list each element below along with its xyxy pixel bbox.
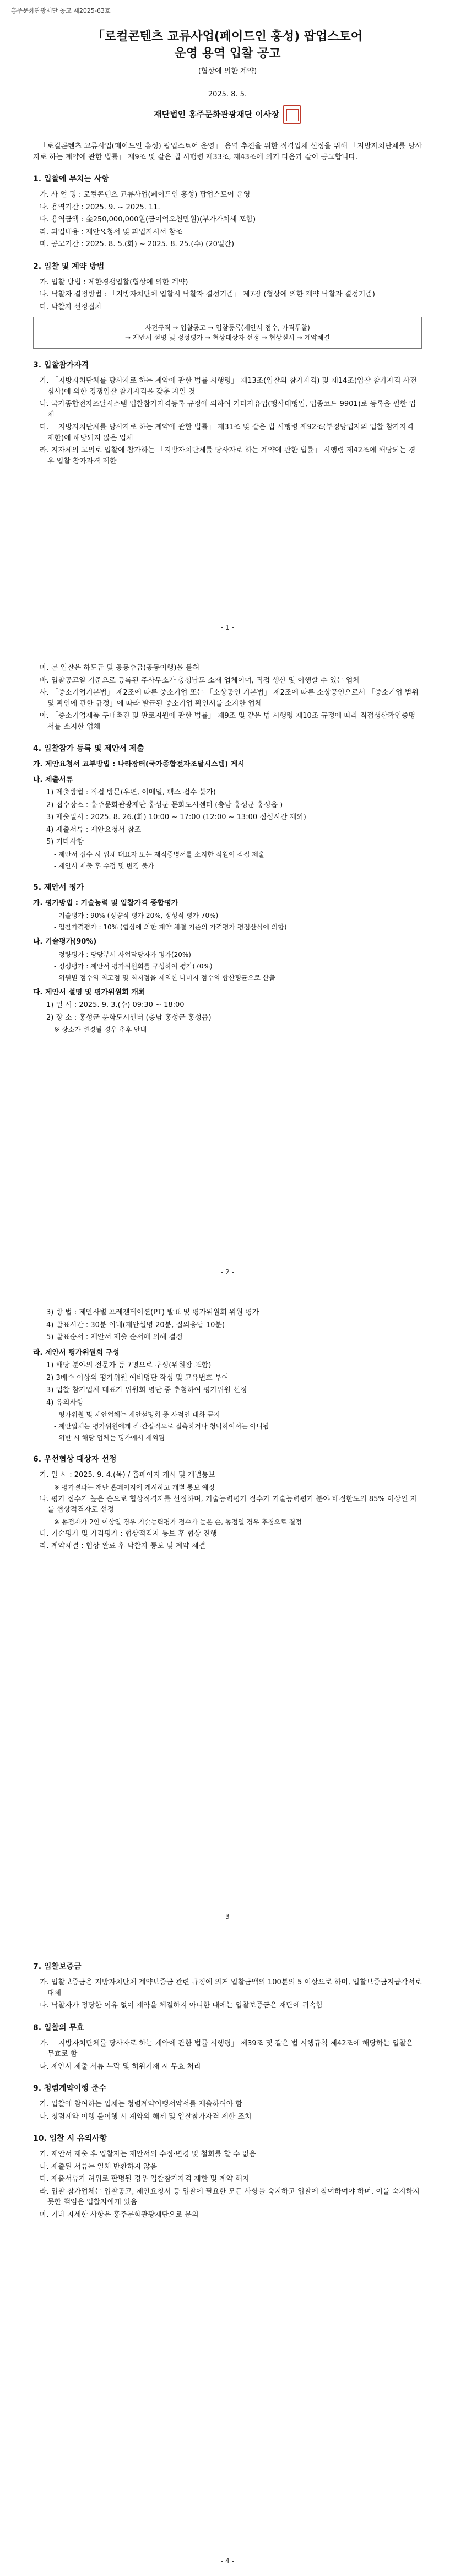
s5b-item: - 위반 시 해당 업체는 평가에서 제외됨 [54, 1434, 165, 1442]
s4-item: 1) 제출방법 : 직접 방문(우편, 이메일, 팩스 접수 불가) [46, 788, 216, 797]
s6-item: 라. 계약체결 : 협상 완료 후 낙찰자 통보 및 계약 체결 [40, 1542, 205, 1550]
s3-item: 가. 「지방자치단체를 당사자로 하는 계약에 관한 법률 시행령」 제13조(입찰의 참가자격) 및 제14조(입찰 참가자격 사전심사)에 의한 경쟁입찰 참가자격을 갖춘 자일 것 [40, 377, 417, 396]
s5b-item: 라. 제안서 평가위원회 구성 [33, 1348, 120, 1357]
page-number: - 4 - [221, 2557, 234, 2565]
selection-flow-box [33, 317, 422, 349]
page-number: - 1 - [221, 624, 234, 631]
s7-item: 나. 낙찰자가 정당한 이유 없이 계약을 체결하지 아니한 때에는 입찰보증금은 재단에 귀속함 [40, 2001, 323, 2010]
document-title [33, 28, 422, 63]
page-4 [0, 1934, 455, 2576]
s6-item: ※ 동점자가 2인 이상일 경우 기술능력평가 점수가 높은 순, 동점일 경우 추첨으로 결정 [54, 1518, 302, 1526]
s5b-item: 4) 유의사항 [46, 1398, 84, 1407]
s1-item: 가. 사 업 명 : 로컬콘텐츠 교류사업(페이드인 홍성) 팝업스토어 운영 [40, 191, 251, 199]
s3-item: 다. 「지방자치단체를 당사자로 하는 계약에 관한 법률」 제31조 및 같은 법 시행령 제92조(부정당업자의 입찰 참가자격 제한)에 해당되지 않은 업체 [40, 423, 414, 442]
s3-item: 마. 본 입찰은 하도급 및 공동수급(공동이행)을 불허 [40, 664, 200, 672]
s5-item: - 입찰가격평가 : 10% (협상에 의한 계약 체결 기준의 가격평가 평점산식에 의함) [54, 923, 287, 931]
s5b-item: 2) 3배수 이상의 평가위원 예비명단 작성 및 고유번호 부여 [46, 1373, 229, 1382]
s5-item: 다. 제안서 설명 및 평가위원회 개최 [33, 988, 145, 997]
s4-sub-a: 가. 제안요청서 교부방법 : 나라장터(국가종합전자조달시스템) 게시 [33, 760, 245, 769]
announcement-number: 홍주문화관광재단 공고 제2025-63호 [11, 7, 111, 14]
section-8-title: 8. 입찰의 무효 [33, 2023, 84, 2032]
s9-item: 가. 입찰에 참여하는 업체는 청렴계약이행서약서를 제출하여야 함 [40, 2100, 242, 2108]
s5b-item: - 제안업체는 평가위원에게 직·간접적으로 접촉하거나 청탁하여서는 아니됨 [54, 1422, 269, 1430]
s10-item: 가. 제안서 제출 후 입찰자는 제안서의 수정·변경 및 철회를 할 수 없음 [40, 2150, 256, 2158]
s1-item: 나. 용역기간 : 2025. 9. ~ 2025. 11. [40, 203, 160, 212]
s2-item: 다. 낙찰자 선정절차 [40, 302, 102, 311]
s5-item: - 위원별 점수의 최고점 및 최저점을 제외한 나머지 점수의 합산평균으로 산출 [54, 973, 275, 982]
s5-item: - 기술평가 : 90% (정량적 평가 20%, 정성적 평가 70%) [54, 912, 219, 919]
s5b-item: 1) 해당 분야의 전문가 등 7명으로 구성(위원장 포함) [46, 1361, 212, 1370]
s6-item: 다. 기술평가 및 가격평가 : 협상적격자 통보 후 협상 진행 [40, 1529, 217, 1538]
page-2 [0, 645, 455, 1289]
page-number: - 2 - [221, 1268, 234, 1276]
s3-item: 나. 국가종합전자조달시스템 입찰참가자격등록 규정에 의하여 기타자유업(행사대행업, 업종코드 9901)로 등록을 필한 업체 [40, 400, 416, 419]
section-2-title: 2. 입찰 및 계약 방법 [33, 262, 105, 271]
s6-item: ※ 평가결과는 재단 홈페이지에 게시하고 개별 통보 예정 [54, 1483, 215, 1491]
page-1 [0, 0, 455, 645]
title-line-2: 운영 용역 입찰 공고 [174, 47, 281, 61]
s4-item: 3) 제출일시 : 2025. 8. 26.(화) 10:00 ~ 17:00 (12:00 ~ 13:00 점심시간 제외) [46, 813, 306, 821]
s3-item: 바. 입찰공고일 기준으로 등록된 주사무소가 충청남도 소재 업체이며, 직접 생산 및 이행할 수 있는 업체 [40, 676, 360, 685]
s1-item: 라. 과업내용 : 제안요청서 및 과업지시서 참조 [40, 228, 183, 236]
section-10-title: 10. 입찰 시 유의사항 [33, 2134, 107, 2143]
section-9-title: 9. 청렴계약이행 준수 [33, 2084, 106, 2093]
s5-item: 가. 평가방법 : 기술능력 및 입찰가격 종합평가 [33, 899, 178, 907]
section-5-title: 5. 제안서 평가 [33, 883, 84, 892]
s1-item: 마. 공고기간 : 2025. 8. 5.(화) ~ 2025. 8. 25.(수) (20일간) [40, 240, 235, 249]
s4-sub-b: 나. 제출서류 [33, 775, 73, 784]
s4-note: - 제안서 제출 후 수정 및 변경 불가 [54, 862, 154, 870]
s5-item: - 정성평가 : 제안서 평가위원회를 구성하여 평가(70%) [54, 962, 213, 970]
s5-item: 나. 기술평가(90%) [33, 938, 97, 946]
s8-item: 가. 「지방자치단체를 당사자로 하는 계약에 관한 법률 시행령」 제39조 및 같은 법 시행규칙 제42조에 해당하는 입찰은 무효로 함 [40, 2039, 413, 2058]
s3-item: 아. 「중소기업제품 구매촉진 및 판로지원에 관한 법률」 제9조 및 같은 법 시행령 제10조 규정에 따라 직접생산확인증명서를 소지한 업체 [40, 712, 416, 731]
section-1-title: 1. 입찰에 부치는 사항 [33, 175, 109, 184]
s2-item: 나. 낙찰자 결정방법 : 「지방자치단체 입찰시 낙찰자 결정기준」 제7장 (협상에 의한 계약 낙찰자 결정기준) [40, 290, 375, 299]
page-number: - 3 - [221, 1913, 234, 1920]
s1-item: 다. 용역금액 : 金250,000,000원(금이억오천만원)(부가가치세 포함) [40, 215, 256, 224]
s10-item: 다. 제출서류가 허위로 판명될 경우 입찰참가자격 제한 및 계약 해지 [40, 2175, 250, 2183]
issuing-organization [33, 105, 422, 124]
flow-line-1: 사전규격 → 입찰공고 → 입찰등록(제안서 접수, 가격투찰) [145, 324, 310, 332]
flow-line-2: → 제안서 설명 및 정성평가 → 협상대상자 선정 → 협상실시 → 계약체결 [125, 334, 330, 342]
s5b-item: 4) 발표시간 : 30분 이내(제안설명 20분, 질의응답 10분) [46, 1321, 225, 1329]
s4-note: - 제안서 접수 시 업체 대표자 또는 재직증명서를 소지한 직원이 직접 제출 [54, 850, 265, 858]
title-line-1: 「로컬콘텐츠 교류사업(페이드인 홍성) 팝업스토어 [92, 29, 363, 44]
document-date: 2025. 8. 5. [208, 90, 247, 99]
s5-item: - 정량평가 : 당당부서 사업담당자가 평가(20%) [54, 950, 191, 959]
s5b-item: - 평가위원 및 제안업체는 제안설명회 중 사적인 대화 금지 [54, 1411, 220, 1419]
s2-item: 가. 입찰 방법 : 제한경쟁입찰(협상에 의한 계약) [40, 278, 188, 286]
section-6-title: 6. 우선협상 대상자 선정 [33, 1455, 117, 1464]
s6-item: 가. 일 시 : 2025. 9. 4.(목) / 홈페이지 게시 및 개별통보 [40, 1471, 215, 1479]
section-7-title: 7. 입찰보증금 [33, 1962, 82, 1971]
section-4-title: 4. 입찰참가 등록 및 제안서 제출 [33, 744, 144, 753]
page-3 [0, 1289, 455, 1934]
s4-item: 5) 기타사항 [46, 838, 84, 846]
meeting-place: 2) 장 소 : 홍성군 문화도시센터 (충남 홍성군 홍성읍) [46, 1013, 212, 1022]
s3-item: 라. 지자체의 고의로 입찰에 참가하는 「지방자치단체를 당사자로 하는 계약에 관한 법률」 시행령 제42조에 해당되는 경우 입찰 참가자격 제한 [40, 446, 416, 466]
s8-item: 나. 제안서 제출 서류 누락 및 허위기재 시 무효 처리 [40, 2062, 201, 2071]
s4-item: 2) 접수장소 : 홍주문화관광재단 홍성군 문화도시센터 (충남 홍성군 홍성읍 ) [46, 800, 283, 809]
seal-icon [283, 105, 301, 124]
s3-item: 사. 「중소기업기본법」 제2조에 따른 중소기업 또는 「소상공인 기본법」 제2조에 따른 소상공인으로서 「중소기업 범위 및 확인에 관한 규정」에 따라 발급된 중소기업 확인서를 소지한 업체 [40, 689, 419, 708]
s10-item: 마. 기타 자세한 사항은 홍주문화관광재단으로 문의 [40, 2210, 199, 2219]
s4-item: 4) 제출서류 : 제안요청서 참조 [46, 825, 142, 834]
organization-name: 재단법인 홍주문화관광재단 이사장 [154, 109, 279, 120]
s7-item: 가. 입찰보증금은 지방자치단체 계약보증금 관련 규정에 의거 입찰금액의 100분의 5 이상으로 하며, 입찰보증금지급각서로 대체 [40, 1978, 422, 1998]
s5b-item: 3) 방 법 : 제안사별 프레젠테이션(PT) 발표 및 평가위원회 위원 평가 [46, 1308, 259, 1317]
s10-item: 나. 제출된 서류는 일체 반환하지 않음 [40, 2162, 158, 2171]
document-subtitle: (협상에 의한 계약) [198, 67, 257, 76]
s5b-item: 3) 입찰 참가업체 대표가 위원회 명단 중 추첨하여 평가위원 선정 [46, 1386, 247, 1394]
meeting-note: ※ 장소가 변경될 경우 추후 안내 [54, 1026, 147, 1033]
s5b-item: 5) 발표순서 : 제안서 제출 순서에 의해 결정 [46, 1333, 183, 1341]
s10-item: 라. 입찰 참가업체는 입찰공고, 제안요청서 등 입찰에 필요한 모든 사항을 숙지하고 입찰에 참여하여야 하며, 이를 숙지하지 못한 책임은 입찰자에게 있음 [40, 2187, 420, 2206]
intro-paragraph: 「로컬콘텐츠 교류사업(페이드인 홍성) 팝업스토어 운영」 용역 추진을 위한 적격업체 선정을 위해 「지방자치단체를 당사자로 하는 계약에 관한 법률」 제9조 및 같은 법 시행령 제33조, 제43조에 의거 다음과 같이 공고합니다. [33, 142, 422, 161]
meeting-time: 1) 일 시 : 2025. 9. 3.(수) 09:30 ~ 18:00 [46, 1001, 185, 1009]
section-3-title: 3. 입찰참가자격 [33, 361, 89, 370]
s6-item: 나. 평가 점수가 높은 순으로 협상적격자를 선정하며, 기술능력평가 점수가 기술능력평가 분야 배점한도의 85% 이상인 자를 협상적격자로 선정 [40, 1495, 418, 1514]
s9-item: 나. 청렴계약 이행 불이행 시 계약의 해제 및 입찰참가자격 제한 조치 [40, 2112, 252, 2121]
